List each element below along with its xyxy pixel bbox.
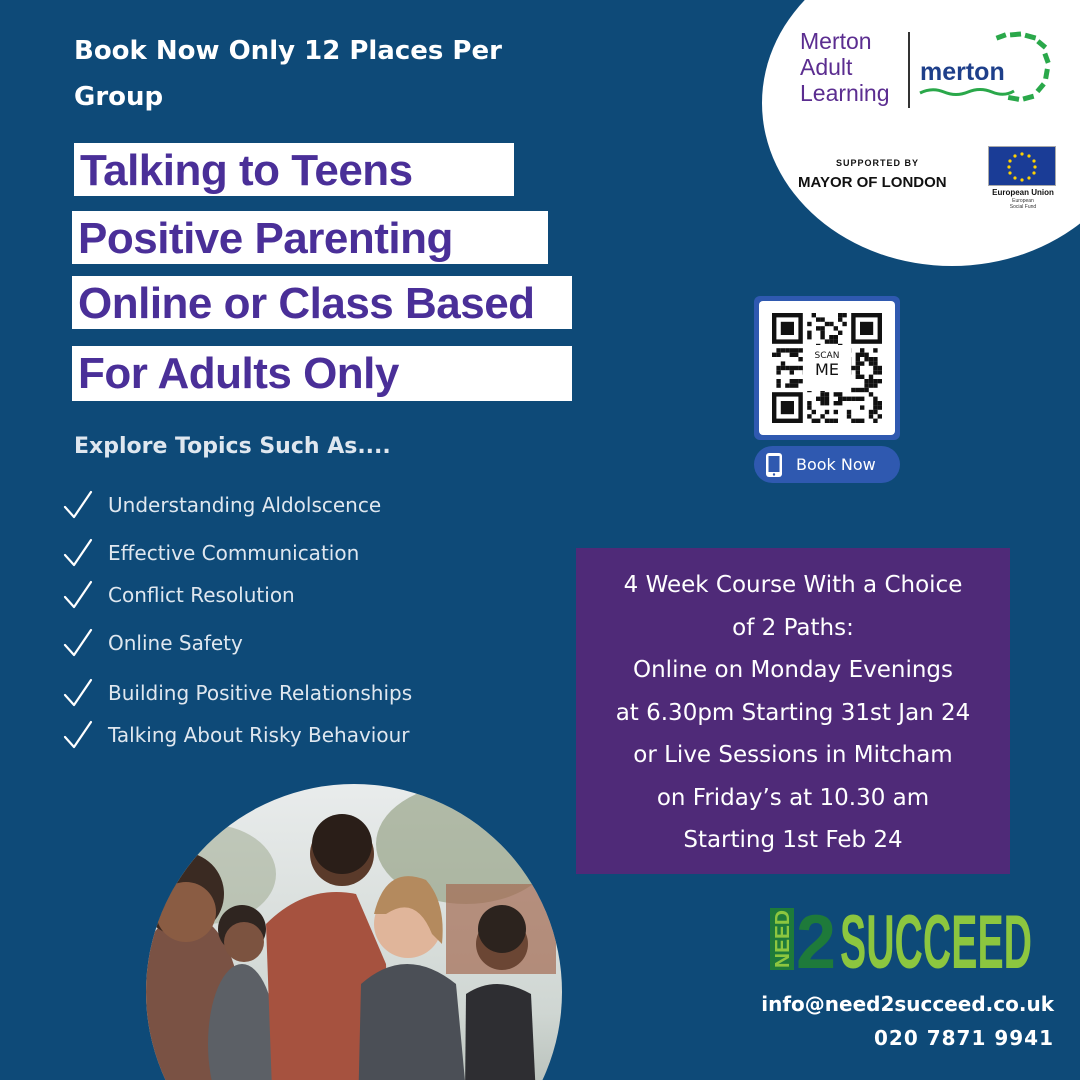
contact-phone[interactable]: 020 7871 9941 <box>873 1026 1054 1050</box>
eu-flag-icon <box>988 146 1056 186</box>
mayor-of-london-logo: MAYOR OF LONDON <box>798 174 947 191</box>
checkmark-icon <box>62 536 94 570</box>
topic-label: Online Safety <box>108 631 243 655</box>
merton-logo-text: merton <box>920 58 1005 86</box>
title-positive-parenting <box>72 211 548 264</box>
list-item <box>62 676 412 710</box>
topic-label: Conflict Resolution <box>108 583 295 607</box>
family-photo <box>146 784 562 1080</box>
title-talking-to-teens <box>74 143 514 196</box>
topic-label: Building Positive Relationships <box>108 681 413 705</box>
course-line: of 2 Paths: <box>732 614 854 641</box>
checkmark-icon <box>62 488 94 522</box>
logo-divider <box>908 32 910 108</box>
wave-icon <box>918 86 1016 98</box>
title-text: Positive Parenting <box>78 214 453 263</box>
list-item <box>62 626 243 660</box>
course-line: Starting 1st Feb 24 <box>683 827 903 853</box>
eu-sub-text: Social Fund <box>1009 204 1037 210</box>
list-item <box>62 488 381 522</box>
supported-by-text: SUPPORTED BY <box>836 158 920 168</box>
course-info-box <box>576 548 1010 874</box>
topic-label: Talking About Risky Behaviour <box>108 723 410 747</box>
eu-sub-label <box>984 198 1062 210</box>
book-now-button[interactable] <box>754 446 900 483</box>
course-line: 4 Week Course With a Choice <box>623 572 963 598</box>
list-item <box>62 718 410 752</box>
book-now-label: Book Now <box>796 455 876 474</box>
logo-text-succeed: SUCCEED <box>840 906 1032 972</box>
checkmark-icon <box>62 718 94 752</box>
title-text: Online or Class Based <box>78 279 535 328</box>
title-text: For Adults Only <box>78 349 399 398</box>
list-item <box>62 578 295 612</box>
logo-text: Merton <box>800 28 872 54</box>
eu-sub-text: European <box>1012 198 1034 204</box>
me-text: ME <box>815 360 839 379</box>
contact-email[interactable]: info@need2succeed.co.uk <box>761 992 1054 1016</box>
logo-text: Learning <box>800 80 890 106</box>
headline: Book Now Only 12 Places Per Group <box>74 36 502 112</box>
course-line: Online on Monday Evenings <box>633 657 953 683</box>
need2succeed-logo <box>768 906 1034 972</box>
title-text: Talking to Teens <box>80 146 413 195</box>
course-line: at 6.30pm Starting 31st Jan 24 <box>615 699 971 726</box>
qr-code[interactable] <box>754 296 900 440</box>
title-adults-only <box>72 346 572 401</box>
logo-text-need: NEED <box>772 912 794 968</box>
checkmark-icon <box>62 676 94 710</box>
list-item <box>62 536 359 570</box>
scan-text: SCAN <box>814 351 840 361</box>
checkmark-icon <box>62 626 94 660</box>
checkmark-icon <box>62 578 94 612</box>
logo-text-2: 2 <box>796 906 836 972</box>
explore-heading: Explore Topics Such As.... <box>74 434 391 459</box>
course-line: or Live Sessions in Mitcham <box>633 742 953 768</box>
title-online-or-class <box>72 276 572 329</box>
qr-inner <box>759 301 895 435</box>
logo-text: Adult <box>800 54 853 80</box>
scan-me-label <box>803 345 851 391</box>
topic-label: Understanding Aldolscence <box>108 493 382 517</box>
merton-adult-learning-logo <box>800 28 890 106</box>
topic-label: Effective Communication <box>108 541 360 565</box>
phone-icon <box>764 452 784 478</box>
course-line: on Friday’s at 10.30 am <box>656 784 930 811</box>
eu-label: European Union <box>992 188 1054 197</box>
